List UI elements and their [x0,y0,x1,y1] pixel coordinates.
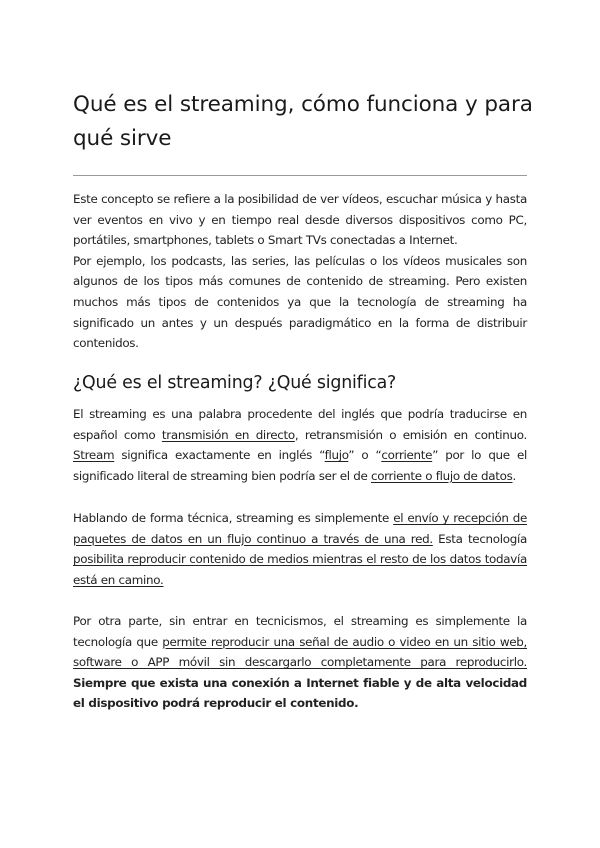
paragraph-text: El streaming es una palabra procedente del inglés que podría traducirse en español como [73,407,527,442]
paragraph-text: ” por lo que el significado literal de streaming bien podría ser el de [73,448,527,483]
paragraph-definition [73,404,527,486]
link-corriente-o-flujo-de-datos[interactable]: corriente o flujo de datos [370,468,513,483]
paragraph-technical [73,508,527,590]
paragraph-text: significa exactamente en inglés “ [114,448,325,463]
link-stream[interactable]: Stream [73,448,115,463]
bold-statement: Siempre que exista una conexión a Internet fiable y de alta velocidad el dispositivo podrá reproducir el contenido. [73,675,527,711]
link-flujo[interactable]: flujo [324,448,349,463]
paragraph-text: Hablando de forma técnica, streaming es simplemente [73,511,394,525]
page-title: Qué es el streaming, cómo funciona y para qué sirve [73,92,533,151]
paragraph-non-technical [73,611,527,714]
intro-text [73,189,527,354]
paragraph-text: Esta tecnología [432,531,527,546]
link-posibilita-reproducir[interactable]: posibilita reproducir contenido de medios mientras el resto de los datos todavía está en camino. [73,552,527,587]
link-transmision-en-directo[interactable]: transmisión en directo [161,427,295,442]
paragraph-text: ” o “ [348,448,382,463]
title-divider [73,175,527,176]
paragraph-text: Por otra parte, sin entrar en tecnicismos, el streaming es simplemente la tecnología que [73,614,527,649]
link-envio-recepcion-paquetes[interactable]: el envío y recepción de paquetes de datos en un flujo continuo a través de una red. [73,511,527,546]
section-heading: ¿Qué es el streaming? ¿Qué significa? [73,373,397,393]
link-corriente[interactable]: corriente [381,448,433,463]
paragraph-text: . [512,468,516,483]
intro-line-2: Por ejemplo, los podcasts, las series, las películas o los vídeos musicales son algunos de los tipos más comunes de contenido de streaming. Pero existen muchos más tipos de contenidos ya que la tecnología de streaming ha significado un antes y un después paradigmático en la forma de distribuir contenidos. [73,253,527,351]
link-permite-reproducir[interactable]: permite reproducir una señal de audio o video en un sitio web, software o APP móvil sin descargarlo completamente para reproducirlo. [73,634,527,670]
intro-line-1: Este concepto se refiere a la posibilidad de ver vídeos, escuchar música y hasta ver eventos en vivo y en tiempo real desde diversos dispositivos como PC, portátiles, smartphones, tablets o Smart TVs conectadas a Internet. [73,192,527,248]
paragraph-text: , retransmisión o emisión en continuo. [294,427,527,442]
